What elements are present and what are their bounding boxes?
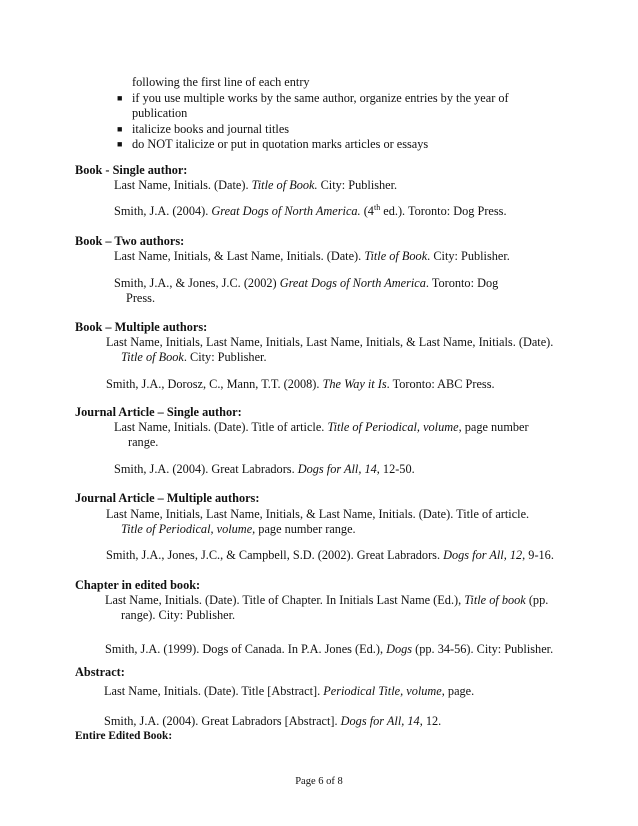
format-line-cont: Title of Book. City: Publisher. <box>121 350 267 364</box>
format-line: Last Name, Initials, & Last Name, Initials. (Date). Title of Book. City: Publisher. <box>114 249 510 263</box>
section-heading-book-single: Book - Single author: <box>75 163 188 177</box>
bullet-text: publication <box>132 106 188 120</box>
format-line: Last Name, Initials, Last Name, Initials, Last Name, Initials, & Last Name, Initials. (Date). <box>106 335 554 349</box>
bullet-square-icon: ■ <box>117 124 123 134</box>
section-heading-book-two: Book – Two authors: <box>75 234 185 248</box>
format-line: Last Name, Initials. (Date). Title of Chapter. In Initials Last Name (Ed.), Title of book (pp. <box>105 593 549 607</box>
section-heading-abstract: Abstract: <box>75 665 125 679</box>
bullet-text: italicize books and journal titles <box>132 122 290 136</box>
section-heading-book-multi: Book – Multiple authors: <box>75 320 208 334</box>
section-heading-journal-multi: Journal Article – Multiple authors: <box>75 491 260 505</box>
example-line: Smith, J.A., & Jones, J.C. (2002) Great Dogs of North America. Toronto: Dog <box>114 276 499 290</box>
page-number: Page 6 of 8 <box>295 776 343 787</box>
example-line: Smith, J.A., Dorosz, C., Mann, T.T. (2008). The Way it Is. Toronto: ABC Press. <box>106 377 495 391</box>
section-heading-edited-book: Entire Edited Book: <box>75 730 173 742</box>
format-line: Last Name, Initials. (Date). Title of Book. City: Publisher. <box>114 178 398 192</box>
example-line: Smith, J.A. (2004). Great Dogs of North America. (4th ed.). Toronto: Dog Press. <box>114 202 507 218</box>
format-line: Last Name, Initials. (Date). Title of article. Title of Periodical, volume, page number <box>114 420 529 434</box>
bullet-square-icon: ■ <box>117 93 123 103</box>
section-heading-journal-single: Journal Article – Single author: <box>75 405 242 419</box>
format-line: Last Name, Initials, Last Name, Initials, & Last Name, Initials. (Date). Title of article. <box>106 507 530 521</box>
intro-continuation: following the first line of each entry <box>132 75 310 89</box>
format-line-cont: Title of Periodical, volume, page number range. <box>121 522 356 536</box>
format-line: Last Name, Initials. (Date). Title [Abstract]. Periodical Title, volume, page. <box>104 684 475 698</box>
example-line: Smith, J.A. (2004). Great Labradors. Dogs for All, 14, 12-50. <box>114 462 415 476</box>
section-heading-chapter: Chapter in edited book: <box>75 578 201 592</box>
example-line: Smith, J.A. (1999). Dogs of Canada. In P.A. Jones (Ed.), Dogs (pp. 34-56). City: Publisher. <box>105 642 554 656</box>
format-line-cont: range. <box>128 435 159 449</box>
example-line: Smith, J.A., Jones, J.C., & Campbell, S.D. (2002). Great Labradors. Dogs for All, 12, 9-16. <box>106 548 554 562</box>
bullet-text: do NOT italicize or put in quotation marks articles or essays <box>132 137 429 151</box>
example-line: Smith, J.A. (2004). Great Labradors [Abstract]. Dogs for All, 14, 12. <box>104 714 442 728</box>
bullet-text: if you use multiple works by the same author, organize entries by the year of <box>132 91 509 105</box>
format-line-cont: range). City: Publisher. <box>121 608 236 622</box>
bullet-square-icon: ■ <box>117 139 123 149</box>
example-line-cont: Press. <box>126 291 156 305</box>
